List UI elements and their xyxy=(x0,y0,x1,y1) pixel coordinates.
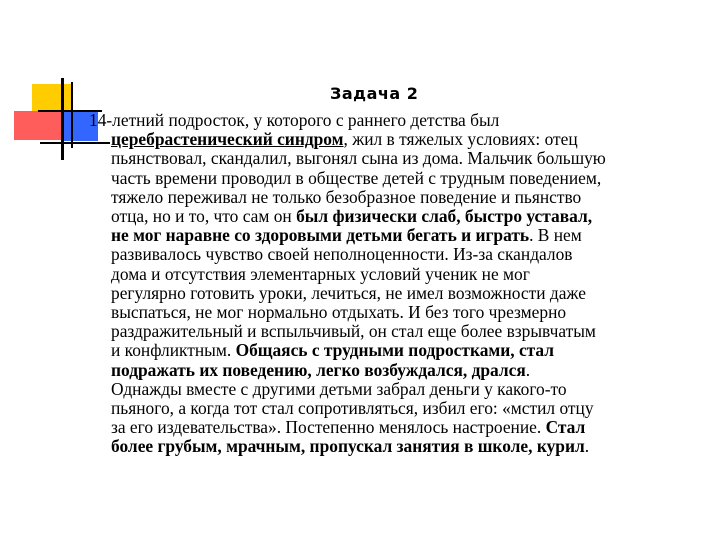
text-line xyxy=(89,361,693,380)
emphasized-text: церебрастенический синдром xyxy=(111,129,344,150)
text-segment: пьянствовал, скандалил, выгонял сына из дома. Мальчик большую xyxy=(111,148,606,169)
emphasized-text: был физически слаб, быстро уставал, xyxy=(296,206,593,227)
text-line xyxy=(89,284,693,303)
text-line xyxy=(89,437,693,456)
text-line xyxy=(89,130,693,149)
task-text xyxy=(89,111,693,457)
text-segment: . xyxy=(525,359,531,380)
text-line xyxy=(89,341,693,360)
text-line xyxy=(89,399,693,418)
text-segment: Однажды вместе с другими детьми забрал деньги у какого-то xyxy=(111,378,567,399)
text-segment: дома и отсутствия элементарных условий ученик не мог xyxy=(111,263,530,284)
text-segment: пьяного, а когда тот стал сопротивляться, избил его: «мстил отцу xyxy=(111,398,594,419)
text-line xyxy=(89,245,693,264)
text-line xyxy=(89,169,693,188)
decor-vertical-line xyxy=(71,82,73,148)
text-line xyxy=(89,322,693,341)
text-segment: за его издевательства». Постепенно менялось настроение. xyxy=(111,417,546,438)
text-segment: отца, но и то, что сам он xyxy=(111,206,297,227)
text-segment: развивалось чувство своей неполноценности. Из-за скандалов xyxy=(111,244,573,265)
text-line xyxy=(89,188,693,207)
text-line xyxy=(89,149,693,168)
text-line xyxy=(89,265,693,284)
text-line xyxy=(89,111,693,130)
text-segment: 14-летний подросток, у которого с раннего детства был xyxy=(89,110,500,130)
decor-red-square xyxy=(14,111,62,140)
text-line xyxy=(89,226,693,245)
text-segment: , жил в тяжелых условиях: отец xyxy=(343,129,578,150)
text-segment: и конфликтным. xyxy=(111,340,236,361)
decor-vertical-line xyxy=(61,78,64,160)
emphasized-text: подражать их поведению, легко возбуждался, дрался xyxy=(111,359,526,380)
text-segment: . xyxy=(584,436,590,457)
text-line xyxy=(89,418,693,437)
text-segment: регулярно готовить уроки, лечиться, не имел возможности даже xyxy=(111,282,586,303)
text-line xyxy=(89,380,693,399)
text-line xyxy=(89,207,693,226)
text-segment: тяжело переживал не только безобразное поведение и пьянство xyxy=(111,186,582,207)
emphasized-text: Общаясь с трудными подростками, стал xyxy=(235,340,555,361)
text-segment: . В нем xyxy=(529,225,582,246)
emphasized-text: не мог наравне со здоровыми детьми бегать и играть xyxy=(111,225,530,246)
text-line xyxy=(89,303,693,322)
text-segment: раздражительный и вспыльчивый, он стал еще более взрывчатым xyxy=(111,321,596,342)
text-segment: часть времени проводил в обществе детей с трудным поведением, xyxy=(111,167,602,188)
slide-title: Задача 2 xyxy=(330,84,419,103)
emphasized-text: более грубым, мрачным, пропускал занятия в школе, курил xyxy=(111,436,585,457)
text-segment: выспаться, не мог нормально отдыхать. И без того чрезмерно xyxy=(111,302,567,323)
emphasized-text: Стал xyxy=(545,417,586,438)
